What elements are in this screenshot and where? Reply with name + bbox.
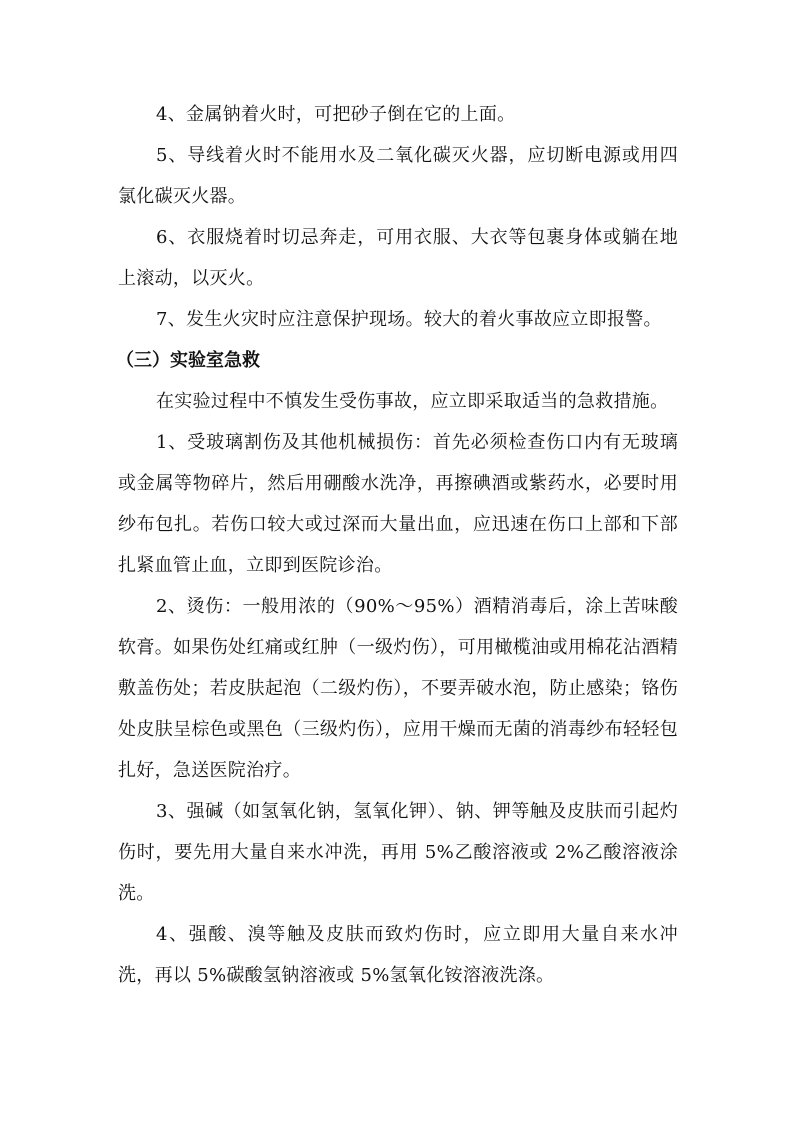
paragraph-sodium-fire: 4、金属钠着火时，可把砂子倒在它的上面。 [156,104,516,125]
paragraph-wire-fire: 5、导线着火时不能用水及二氧化碳灭火器，应切断电源或用四氯化碳灭火器。 [118,145,678,207]
document-body [118,94,678,996]
paragraph-burns: 2、烫伤：一般用浓的（90%～95%）酒精消毒后，涂上苦味酸软膏。如果伤处红痛或红肿（一级灼伤），可用橄榄油或用棉花沾酒精敷盖伤处；若皮肤起泡（二级灼伤），不要弄破水泡，防止感染；铬伤处皮肤呈棕色或黑色（三级灼伤），应用干燥而无菌的消毒纱布轻轻包扎好，急送医院治疗。 [118,596,678,781]
paragraph-alkali-burns: 3、强碱（如氢氧化钠，氢氧化钾）、钠、钾等触及皮肤而引起灼伤时，要先用大量自来水冲洗，再用 5%乙酸溶液或 2%乙酸溶液涂洗。 [118,801,678,904]
paragraph-acid-burns: 4、强酸、溴等触及皮肤而致灼伤时，应立即用大量自来水冲洗，再以 5%碳酸氢钠溶液或 5%氢氧化铵溶液洗涤。 [118,924,678,986]
paragraph-glass-cuts: 1、受玻璃割伤及其他机械损伤：首先必须检查伤口内有无玻璃或金属等物碎片，然后用硼酸水洗净，再擦碘酒或紫药水，必要时用纱布包扎。若伤口较大或过深而大量出血，应迅速在伤口上部和下部扎紧血管止血，立即到医院诊治。 [118,432,678,576]
paragraph-fire-report: 7、发生火灾时应注意保护现场。较大的着火事故应立即报警。 [156,309,662,330]
paragraph-first-aid-intro: 在实验过程中不慎发生受伤事故，应立即采取适当的急救措施。 [156,391,669,412]
paragraph-clothing-fire: 6、衣服烧着时切忌奔走，可用衣服、大衣等包裹身体或躺在地上滚动，以灭火。 [118,227,678,289]
section-heading-first-aid: （三）实验室急救 [116,350,260,371]
